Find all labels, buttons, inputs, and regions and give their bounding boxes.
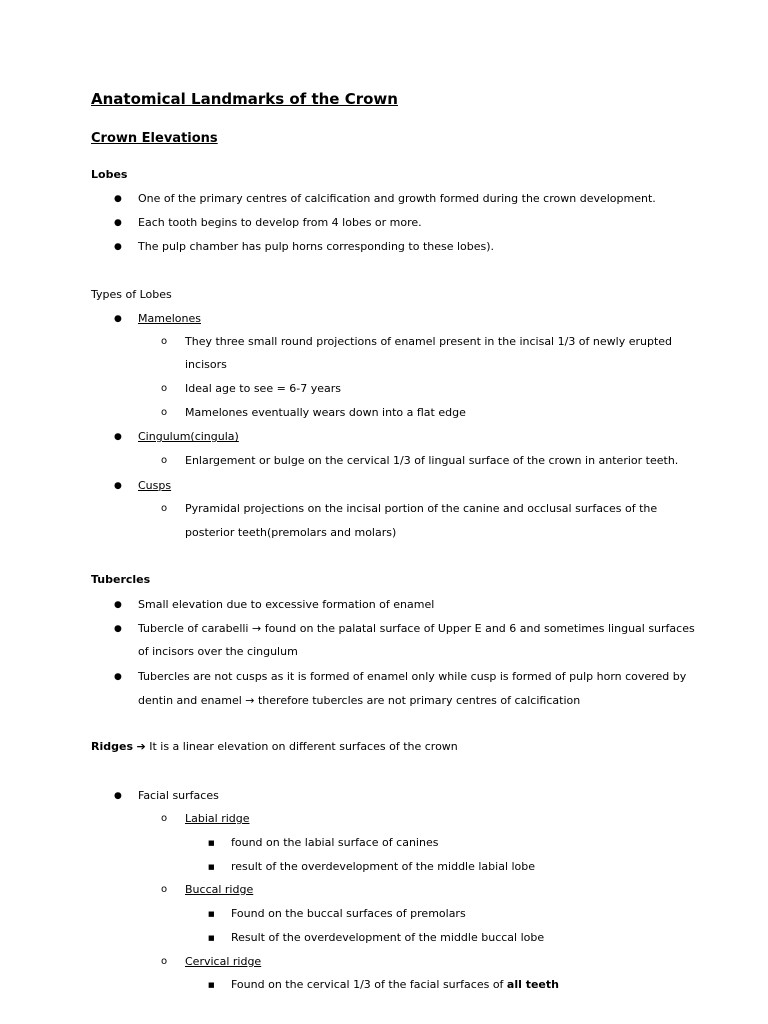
section-title: Crown Elevations [91,131,218,146]
lobes-bullet-2: Each tooth begins to develop from 4 lobes or more. [138,216,422,229]
cusps-item-1-cont: posterior teeth(premolars and molars) [185,526,397,539]
bullet-icon: ● [114,791,122,801]
ridges-heading: Ridges [91,740,133,753]
bullet-icon: ● [114,218,122,228]
tubercles-line-3-cont: dentin and enamel → therefore tubercles are not primary centres of calcification [138,694,581,707]
lobes-bullet-3: The pulp chamber has pulp horns corresponding to these lobes). [138,240,495,253]
bullet-icon: ● [114,314,122,324]
mamelones-item-1-cont: incisors [185,358,227,371]
cervical-ridge-item-1 [231,977,559,992]
tubercles-line-2: Tubercle of carabelli → found on the palatal surface of Upper E and 6 and sometimes lingual surfaces [138,622,695,635]
page-title: Anatomical Landmarks of the Crown [91,90,398,108]
circle-bullet-icon: o [161,884,168,895]
circle-bullet-icon: o [161,956,168,967]
cervical-ridge-item-text: Found on the cervical 1/3 of the facial surfaces of [231,978,507,991]
cusps-item-1: Pyramidal projections on the incisal portion of the canine and occlusal surfaces of the [185,502,658,515]
cingulum-label: Cingulum(cingula) [138,430,239,443]
mamelones-item-3: Mamelones eventually wears down into a flat edge [185,406,466,419]
square-bullet-icon: ■ [208,839,215,847]
circle-bullet-icon: o [161,455,168,466]
cingulum-item-1: Enlargement or bulge on the cervical 1/3 of lingual surface of the crown in anterior teeth. [185,454,679,467]
bullet-icon: ● [114,194,122,204]
types-heading: Types of Lobes [91,288,172,301]
buccal-ridge-item-1: Found on the buccal surfaces of premolars [231,907,466,920]
bullet-icon: ● [114,481,122,491]
tubercles-line-3: Tubercles are not cusps as it is formed of enamel only while cusp is formed of pulp horn covered by [138,670,687,683]
mamelones-item-1: They three small round projections of enamel present in the incisal 1/3 of newly erupted [185,335,673,348]
buccal-ridge-label: Buccal ridge [185,883,254,896]
cervical-ridge-label: Cervical ridge [185,955,262,968]
square-bullet-icon: ■ [208,910,215,918]
bullet-icon: ● [114,600,122,610]
ridges-text: It is a linear elevation on different surfaces of the crown [145,740,458,753]
lobes-bullet-1: One of the primary centres of calcification and growth formed during the crown development. [138,192,656,205]
facial-surfaces: Facial surfaces [138,789,219,802]
right-arrow-icon: ➔ [136,740,146,753]
square-bullet-icon: ■ [208,934,215,942]
circle-bullet-icon: o [161,336,168,347]
lobes-heading: Lobes [91,168,128,181]
buccal-ridge-item-2: Result of the overdevelopment of the middle buccal lobe [231,931,545,944]
circle-bullet-icon: o [161,383,168,394]
mamelones-item-2: Ideal age to see = 6-7 years [185,382,342,395]
bullet-icon: ● [114,242,122,252]
ridges-line [91,739,458,754]
cervical-ridge-item-bold: all teeth [506,978,559,991]
circle-bullet-icon: o [161,813,168,824]
circle-bullet-icon: o [161,503,168,514]
square-bullet-icon: ■ [208,981,215,989]
mamelones-label: Mamelones [138,312,201,325]
bullet-icon: ● [114,432,122,442]
labial-ridge-label: Labial ridge [185,812,250,825]
square-bullet-icon: ■ [208,863,215,871]
bullet-icon: ● [114,672,122,682]
cusps-label: Cusps [138,479,172,492]
tubercles-line-2-cont: of incisors over the cingulum [138,645,298,658]
tubercles-heading: Tubercles [91,573,151,586]
labial-ridge-item-2: result of the overdevelopment of the middle labial lobe [231,860,536,873]
tubercles-line-1: Small elevation due to excessive formation of enamel [138,598,435,611]
labial-ridge-item-1: found on the labial surface of canines [231,836,439,849]
circle-bullet-icon: o [161,407,168,418]
bullet-icon: ● [114,624,122,634]
